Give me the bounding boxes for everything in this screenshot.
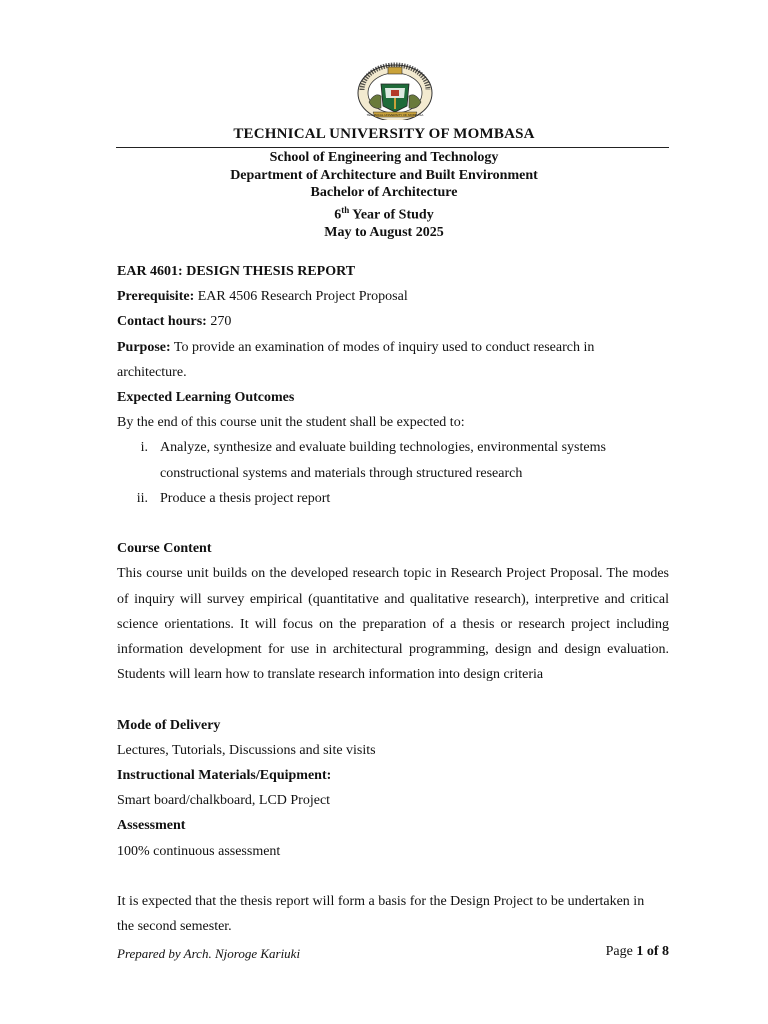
page-number: Page 1 of 8 [605, 944, 669, 959]
content-paragraph-line: This course unit builds on the developed research topic in Research Project Proposal. The modes [117, 566, 669, 582]
outcome-item: ii. Produce a thesis project report [136, 490, 331, 506]
delivery-value: Lectures, Tutorials, Discussions and site visits [117, 742, 376, 758]
school-name: School of Engineering and Technology [269, 150, 499, 165]
assessment-value: 100% continuous assessment [117, 843, 281, 859]
outcome-item: i. Analyze, synthesize and evaluate building technologies, environmental systems constructional systems and materials through structured research [140, 440, 606, 481]
header-block [0, 149, 768, 242]
purpose-line: Purpose: To provide an examination of modes of inquiry used to conduct research in [117, 339, 595, 355]
content-paragraph-line: Students will learn how to translate research information into design criteria [117, 667, 544, 683]
year-of-study: 6th Year of Study [334, 204, 434, 223]
delivery-heading: Mode of Delivery [117, 717, 221, 733]
header-divider [116, 147, 669, 148]
department-name: Department of Architecture and Built Environment [230, 167, 538, 183]
study-period: May to August 2025 [324, 225, 444, 241]
outcomes-heading: Expected Learning Outcomes [117, 390, 295, 406]
closing-line: the second semester. [117, 919, 232, 935]
content-paragraph-line: science orientations. It will focus on the preparation of a thesis or research project including [117, 616, 669, 632]
contact-hours-line: Contact hours: 270 [117, 314, 232, 330]
seal-lettering: TECHNICAL UNIVERSITY OF MOMBASA [366, 113, 424, 117]
programme-name: Bachelor of Architecture [310, 185, 458, 201]
outcomes-intro: By the end of this course unit the student shall be expected to: [117, 415, 465, 431]
closing-line: It is expected that the thesis report will form a basis for the Design Project to be undertaken in [117, 894, 645, 910]
university-seal-logo [355, 62, 435, 120]
content-paragraph-line: information development for use in architectural programming, design and design evaluation. [117, 642, 669, 658]
course-title: EAR 4601: DESIGN THESIS REPORT [117, 264, 356, 279]
content-paragraph-line: of inquiry will survey empirical (quantitative and qualitative research), interpretive and critical [117, 591, 669, 607]
materials-heading: Instructional Materials/Equipment: [117, 768, 332, 784]
prerequisite-line: Prerequisite: EAR 4506 Research Project Proposal [117, 289, 408, 305]
purpose-line-cont: architecture. [117, 364, 187, 380]
materials-value: Smart board/chalkboard, LCD Project [117, 793, 331, 809]
prepared-by: Prepared by Arch. Njoroge Kariuki [117, 946, 301, 961]
course-content-heading: Course Content [117, 541, 212, 557]
university-name: TECHNICAL UNIVERSITY OF MOMBASA [233, 126, 535, 142]
document-body [117, 259, 669, 939]
assessment-heading: Assessment [117, 818, 186, 834]
